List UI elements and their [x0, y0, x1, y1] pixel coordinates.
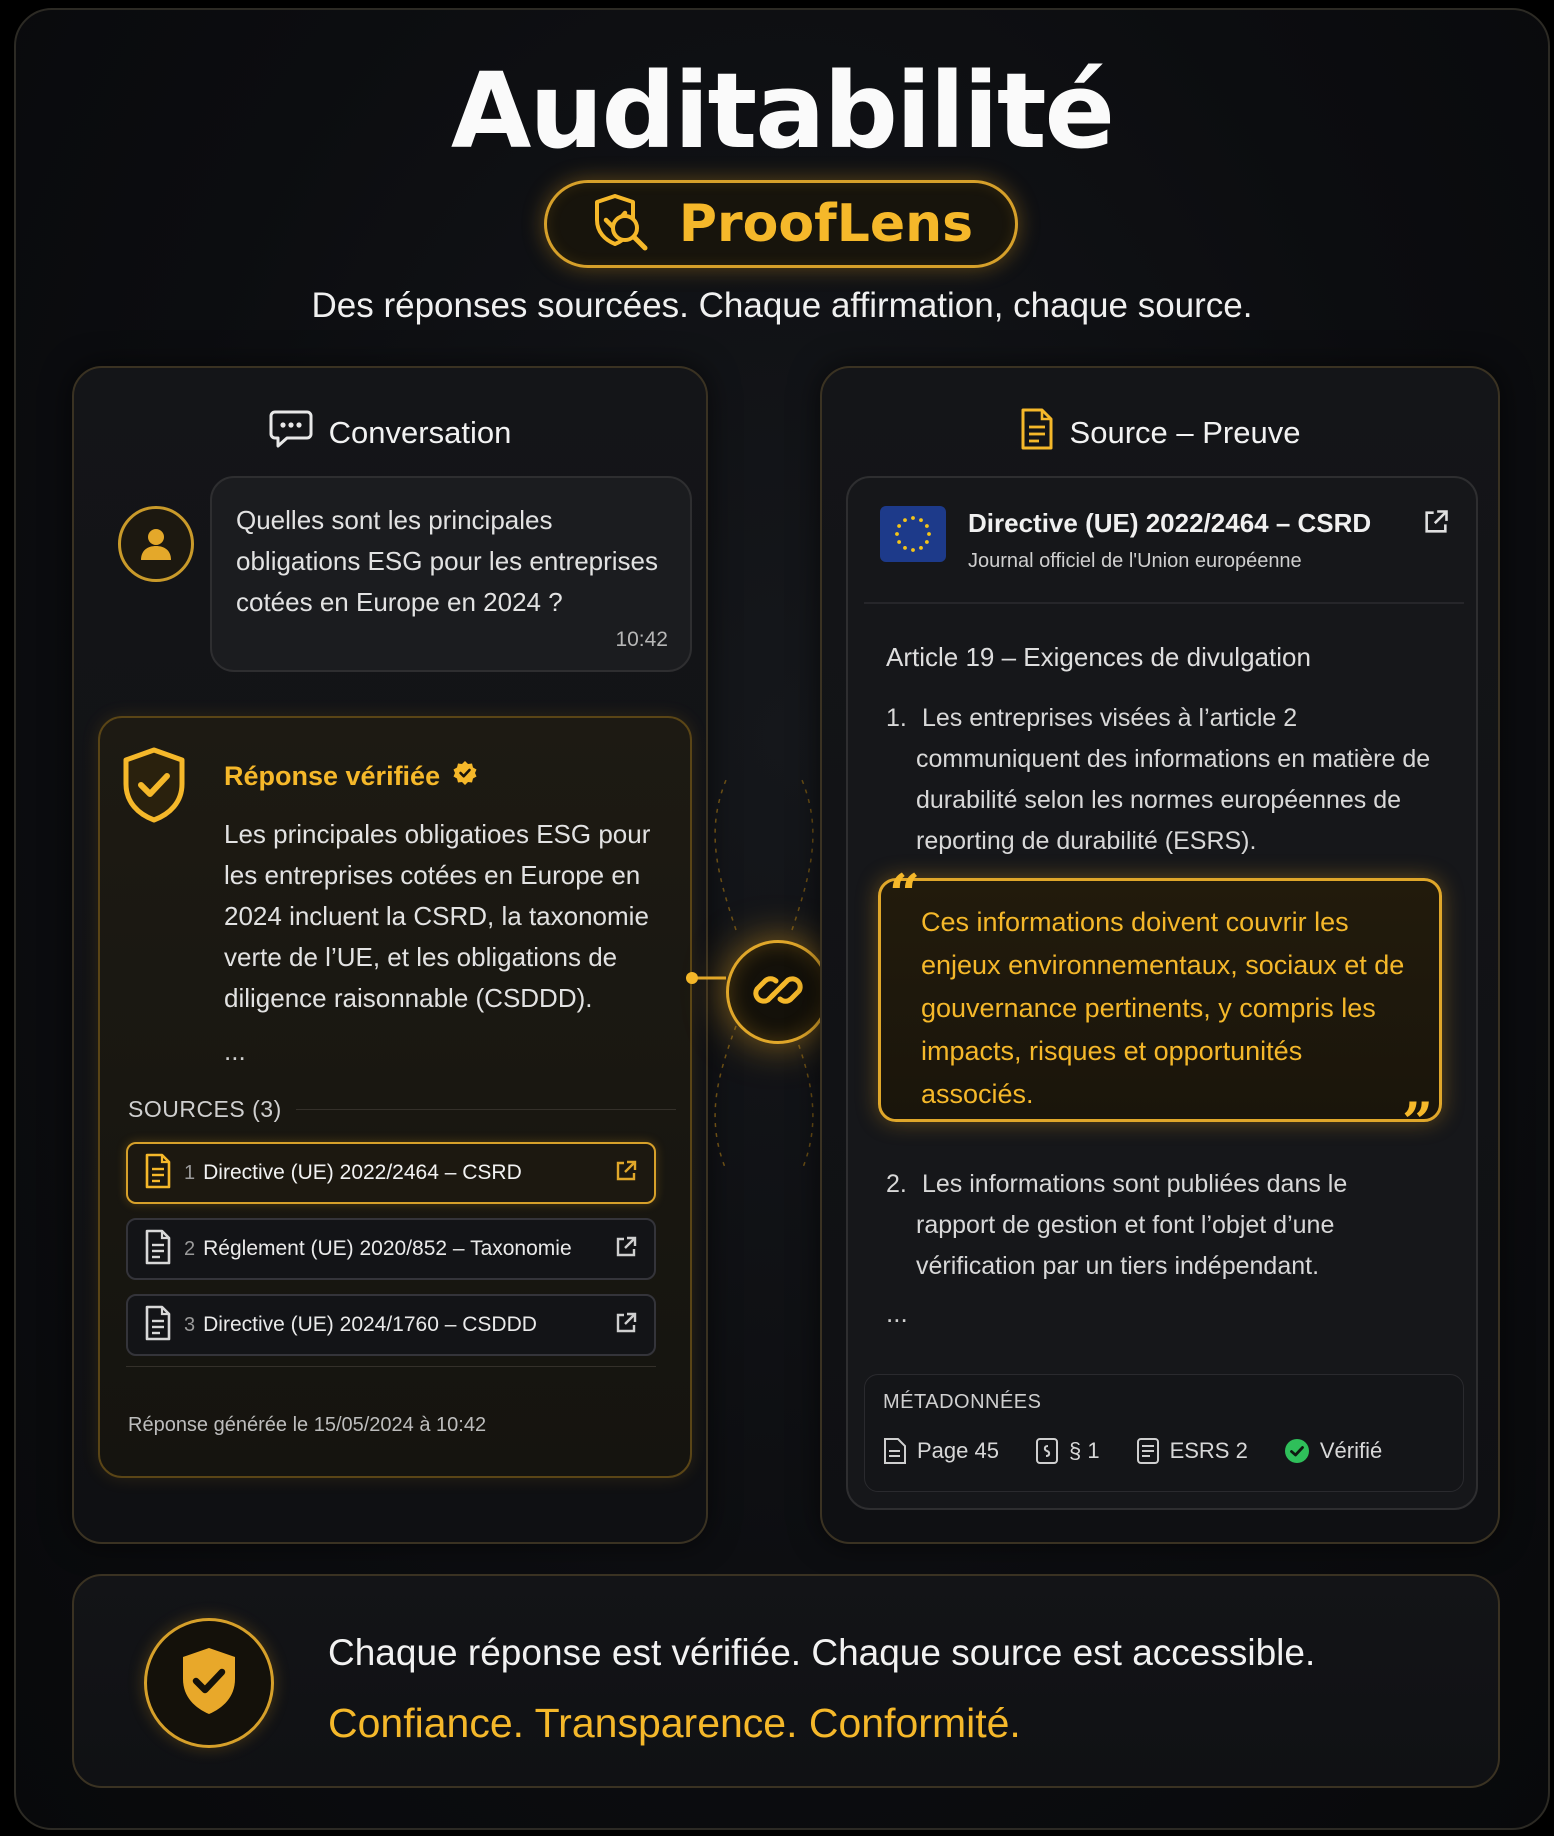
source-number: 1: [184, 1161, 196, 1184]
paragraph-1: [886, 698, 1446, 862]
standard-icon: [1136, 1437, 1160, 1465]
check-circle-icon: [1284, 1438, 1310, 1464]
sources-label: [128, 1096, 676, 1123]
section-icon: [1035, 1437, 1059, 1465]
answer-ellipsis: ...: [224, 1036, 246, 1066]
metadata-label: MÉTADONNÉES: [883, 1391, 1042, 1413]
user-avatar: [118, 506, 194, 582]
section-value: § 1: [1068, 1438, 1100, 1463]
conversation-heading: Conversation: [328, 415, 512, 450]
metadata-status: [1284, 1438, 1382, 1464]
document-icon: [144, 1305, 172, 1346]
answer-generated-timestamp: Réponse générée le 15/05/2024 à 10:42: [128, 1414, 487, 1436]
source-item-1[interactable]: [126, 1142, 656, 1204]
verified-answer-card: [98, 716, 692, 1478]
paragraph-text-rest: rapport de gestion et font l’objet d’une vérification par un tiers indépendant.: [916, 1211, 1335, 1280]
answer-title: [224, 760, 478, 793]
quote-text: Ces informations doivent couvrir les enjeux environnementaux, sociaux et de gouvernance pertinents, y compris les impacts, risques et opportunités associés.: [921, 907, 1405, 1109]
source-heading: Source – Preuve: [1069, 415, 1301, 450]
paragraph-2: [886, 1164, 1446, 1287]
banner-line-2: Confiance. Transparence. Conformité.: [328, 1700, 1021, 1746]
external-link-icon[interactable]: [614, 1311, 638, 1340]
user-icon: [136, 524, 176, 564]
summary-banner: [72, 1574, 1500, 1788]
shield-check-icon: [120, 746, 188, 829]
page-value: Page 45: [917, 1438, 999, 1463]
user-message-text: Quelles sont les principales obligations ESG pour les entreprises cotées en Europe en 2024 ?: [236, 505, 659, 617]
message-timestamp: 10:42: [615, 628, 668, 651]
metadata-box: [864, 1374, 1464, 1492]
source-number: 3: [184, 1313, 196, 1336]
link-node: [726, 940, 830, 1044]
document-title: Directive (UE) 2022/2464 – CSRD: [968, 508, 1372, 538]
shield-check-icon: [177, 1645, 241, 1722]
eu-flag-icon: [880, 506, 946, 562]
paragraph-text-first: Les entreprises visées à l’article 2: [922, 704, 1298, 732]
source-item-3[interactable]: [126, 1294, 656, 1356]
source-document-card: [846, 476, 1478, 1510]
answer-text: Les principales obligatioes ESG pour les entreprises cotées en Europe en 2024 incluent la CSRD, la taxonomie verte de l’UE, et les obligations de diligence raisonnable (CSDDD).: [224, 819, 651, 1013]
metadata-section: [1035, 1437, 1100, 1465]
source-label: Directive (UE) 2024/1760 – CSDDD: [203, 1313, 537, 1336]
brand-badge: [544, 180, 1018, 268]
source-number: 2: [184, 1237, 196, 1260]
paragraph-text-first: Les informations sont publiées dans le: [922, 1170, 1348, 1198]
source-label: Réglement (UE) 2020/852 – Taxonomie: [203, 1237, 572, 1260]
source-item-2[interactable]: [126, 1218, 656, 1280]
verified-badge-icon: [452, 760, 478, 793]
paragraph-number: 1.: [886, 704, 907, 732]
document-ellipsis: ...: [886, 1298, 908, 1328]
external-link-icon[interactable]: [614, 1235, 638, 1264]
shield-magnifier-icon: [589, 190, 653, 259]
infographic-frame: [14, 8, 1550, 1830]
paragraph-number: 2.: [886, 1170, 907, 1198]
document-divider: [864, 602, 1464, 604]
standard-value: ESRS 2: [1169, 1438, 1248, 1463]
page-title: Auditabilité: [450, 50, 1114, 172]
sources-count-label: SOURCES (3): [128, 1096, 282, 1122]
metadata-page: [883, 1437, 999, 1465]
status-value: Vérifié: [1319, 1438, 1383, 1463]
banner-line-1: Chaque réponse est vérifiée. Chaque source est accessible.: [328, 1632, 1316, 1673]
answer-divider: [126, 1366, 656, 1367]
answer-title-label: Réponse vérifiée: [224, 761, 441, 791]
shield-badge: [144, 1618, 274, 1748]
conversation-header: [74, 408, 706, 458]
metadata-standard: [1136, 1437, 1248, 1465]
article-title: Article 19 – Exigences de divulgation: [886, 642, 1311, 672]
link-icon: [748, 960, 808, 1025]
document-subtitle: Journal officiel de l'Union européenne: [968, 550, 1302, 572]
metadata-items: [883, 1437, 1418, 1465]
source-label: Directive (UE) 2022/2464 – CSRD: [203, 1161, 522, 1184]
brand-name: ProofLens: [678, 194, 974, 254]
sources-divider: [296, 1109, 676, 1110]
document-icon: [144, 1229, 172, 1270]
chat-bubble-icon: [269, 408, 313, 458]
conversation-panel: [72, 366, 708, 1544]
source-panel: [820, 366, 1500, 1544]
external-link-icon[interactable]: [1422, 508, 1450, 541]
highlighted-quote: [878, 862, 1442, 1154]
source-header: [822, 408, 1498, 458]
document-icon: [144, 1153, 172, 1194]
page-icon: [883, 1437, 907, 1465]
tagline: Des réponses sourcées. Chaque affirmation, chaque source.: [311, 286, 1253, 325]
user-message-bubble[interactable]: [210, 476, 692, 672]
paragraph-text-rest: communiquent des informations en matière de durabilité selon les normes européennes de reporting de durabilité (ESRS).: [916, 745, 1431, 855]
open-quote-icon: “: [889, 862, 921, 926]
document-icon: [1020, 408, 1054, 458]
external-link-icon[interactable]: [614, 1159, 638, 1188]
close-quote-icon: ”: [1401, 1090, 1433, 1154]
